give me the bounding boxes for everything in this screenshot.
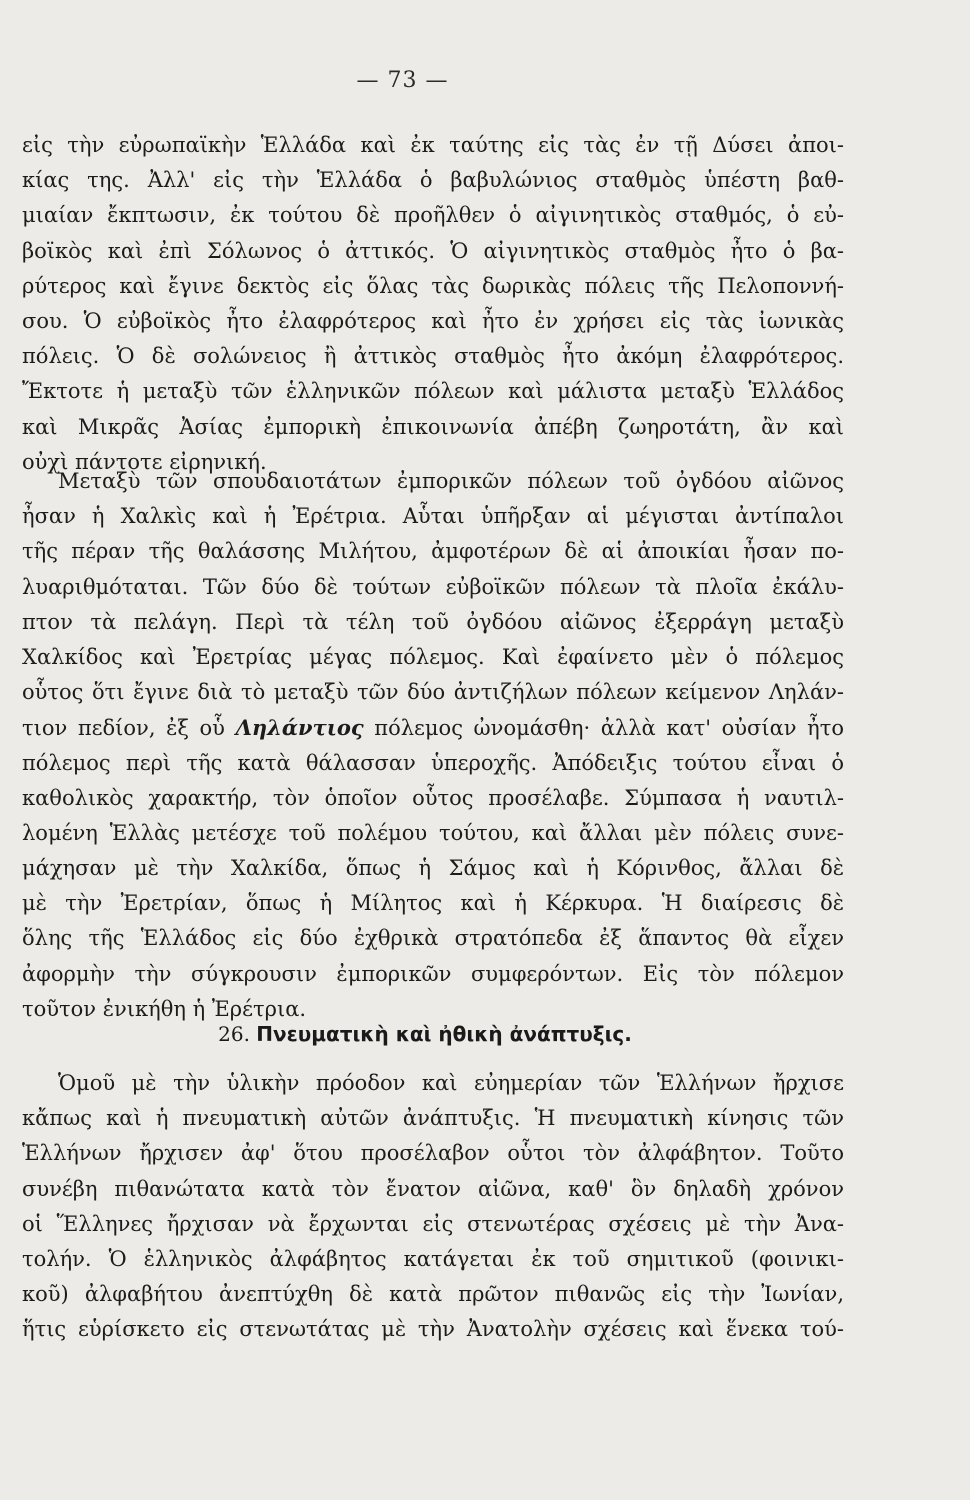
text-line: ἀφορμὴν τὴν σύγκρουσιν ἐμπορικῶν συμφερόντων. Εἰς τὸν πόλεμον: [22, 961, 844, 986]
section-title: Πνευματικὴ καὶ ἠθικὴ ἀνάπτυξις.: [256, 1022, 632, 1046]
text-line: κἄπως καὶ ἡ πνευματικὴ αὐτῶν ἀνάπτυξις. Ἡ πνευματικὴ κίνησις τῶν: [22, 1106, 844, 1131]
text-line: λυαριθμόταται. Τῶν δύο δὲ τούτων εὐβοϊκῶν πόλεων τὰ πλοῖα ἐκάλυ-: [22, 574, 844, 599]
paragraph-intellectual-development: [22, 1066, 844, 1348]
text-line: τῆς πέραν τῆς θαλάσσης Μιλήτου, ἀμφοτέρων δὲ αἱ ἀποικίαι ἦσαν πο-: [22, 539, 844, 564]
emphasized-term: Ληλάντιος: [235, 715, 364, 741]
text-line: πτον τὰ πελάγη. Περὶ τὰ τέλη τοῦ ὀγδόου αἰῶνος ἐξερράγη μεταξὺ: [22, 609, 844, 634]
text-line: Ὁμοῦ μὲ τὴν ὑλικὴν πρόοδον καὶ εὐημερίαν τῶν Ἑλλήνων ἤρχισε: [58, 1071, 844, 1095]
text-line: συνέβη πιθανώτατα κατὰ τὸν ἔνατον αἰῶνα, καθ' ὃν δηλαδὴ χρόνον: [22, 1176, 844, 1201]
text-line: εἰς τὴν εὐρωπαϊκὴν Ἑλλάδα καὶ ἐκ ταύτης εἰς τὰς ἐν τῇ Δύσει ἀποι-: [22, 133, 844, 157]
text-line: οὗτος ὅτι ἔγινε διὰ τὸ μεταξὺ τῶν δύο ἀντιζήλων πόλεων κείμενον Ληλάν-: [22, 680, 844, 705]
section-heading: [0, 1022, 850, 1046]
paragraph-trade-cities: [22, 464, 844, 1027]
text-line: βοϊκὸς καὶ ἐπὶ Σόλωνος ὁ ἀττικός. Ὁ αἰγινητικὸς σταθμὸς ἦτο ὁ βα-: [22, 238, 844, 263]
text-line: κίας της. Ἀλλ' εἰς τὴν Ἑλλάδα ὁ βαβυλώνιος σταθμὸς ὑπέστη βαθ-: [22, 168, 844, 193]
text-line: καθολικὸς χαρακτήρ, τὸν ὁποῖον οὗτος προσέλαβε. Σύμπασα ἡ ναυτιλ-: [22, 785, 844, 810]
text-line: λομένη Ἑλλὰς μετέσχε τοῦ πολέμου τούτου, καὶ ἄλλαι μὲν πόλεις συνε-: [22, 820, 844, 845]
text-line: Ἔκτοτε ἡ μεταξὺ τῶν ἑλληνικῶν πόλεων καὶ μάλιστα μεταξὺ Ἑλλάδος: [22, 379, 844, 404]
text-line: μιαίαν ἔκπτωσιν, ἐκ τούτου δὲ προῆλθεν ὁ αἰγινητικὸς σταθμός, ὁ εὐ-: [22, 203, 844, 228]
text-line-with-emphasis: [22, 710, 844, 745]
text-line: τολήν. Ὁ ἑλληνικὸς ἀλφάβητος κατάγεται ἐκ τοῦ σημιτικοῦ (φοινικι-: [22, 1246, 844, 1271]
text-line: μὲ τὴν Ἐρετρίαν, ὅπως ἡ Μίλητος καὶ ἡ Κέρκυρα. Ἡ διαίρεσις δὲ: [22, 891, 844, 916]
text-line: κοῦ) ἀλφαβήτου ἀνεπτύχθη δὲ κατὰ πρῶτον πιθανῶς εἰς τὴν Ἰωνίαν,: [22, 1282, 844, 1307]
text-line: σου. Ὁ εὐβοϊκὸς ἦτο ἐλαφρότερος καὶ ἦτο ἐν χρήσει εἰς τὰς ἰωνικὰς: [22, 308, 844, 333]
text-line: Μεταξὺ τῶν σπουδαιοτάτων ἐμπορικῶν πόλεων τοῦ ὀγδόου αἰῶνος: [58, 469, 844, 493]
text-line: πόλεμος περὶ τῆς κατὰ θάλασσαν ὑπεροχῆς. Ἀπόδειξις τούτου εἶναι ὁ: [22, 750, 844, 775]
text-line: καὶ Μικρᾶς Ἀσίας ἐμπορικὴ ἐπικοινωνία ἀπέβη ζωηροτάτη, ἂν καὶ: [22, 414, 844, 439]
text-line: οἱ Ἕλληνες ἤρχισαν νὰ ἔρχωνται εἰς στενωτέρας σχέσεις μὲ τὴν Ἀνα-: [22, 1211, 844, 1236]
text-segment: πόλεμος ὠνομάσθη· ἀλλὰ κατ' οὐσίαν ἦτο: [363, 716, 845, 741]
paragraph-continued: [22, 128, 844, 480]
text-line: ρύτερος καὶ ἔγινε δεκτὸς εἰς ὅλας τὰς δωρικὰς πόλεις τῆς Πελοποννή-: [22, 273, 844, 298]
text-line: Ἑλλήνων ἤρχισεν ἀφ' ὅτου προσέλαβον οὗτοι τὸν ἀλφάβητον. Τοῦτο: [22, 1141, 844, 1166]
text-line: ἦσαν ἡ Χαλκὶς καὶ ἡ Ἐρέτρια. Αὗται ὑπῆρξαν αἱ μέγισται ἀντίπαλοι: [22, 504, 844, 529]
text-line: μάχησαν μὲ τὴν Χαλκίδα, ὅπως ἡ Σάμος καὶ ἡ Κόρινθος, ἄλλαι δὲ: [22, 856, 844, 881]
text-line: τοῦτον ἐνικήθη ἡ Ἐρέτρια.: [22, 996, 307, 1021]
text-segment: τιον πεδίον, ἐξ οὗ: [22, 716, 236, 741]
section-number: 26.: [218, 1022, 250, 1046]
text-line: Χαλκίδος καὶ Ἐρετρίας μέγας πόλεμος. Καὶ ἐφαίνετο μὲν ὁ πόλεμος: [22, 644, 844, 669]
text-line: ἥτις εὑρίσκετο εἰς στενωτάτας μὲ τὴν Ἀνατολὴν σχέσεις καὶ ἕνεκα τού-: [22, 1317, 844, 1342]
text-line: ὅλης τῆς Ἑλλάδος εἰς δύο ἐχθρικὰ στρατόπεδα ἐξ ἅπαντος θὰ εἶχεν: [22, 926, 844, 951]
text-line: οὐχὶ πάντοτε εἰρηνική.: [22, 449, 267, 474]
page-number: — 73 —: [356, 68, 449, 93]
text-line: πόλεις. Ὁ δὲ σολώνειος ἢ ἀττικὸς σταθμὸς ἦτο ἀκόμη ἐλαφρότερος.: [22, 344, 844, 369]
